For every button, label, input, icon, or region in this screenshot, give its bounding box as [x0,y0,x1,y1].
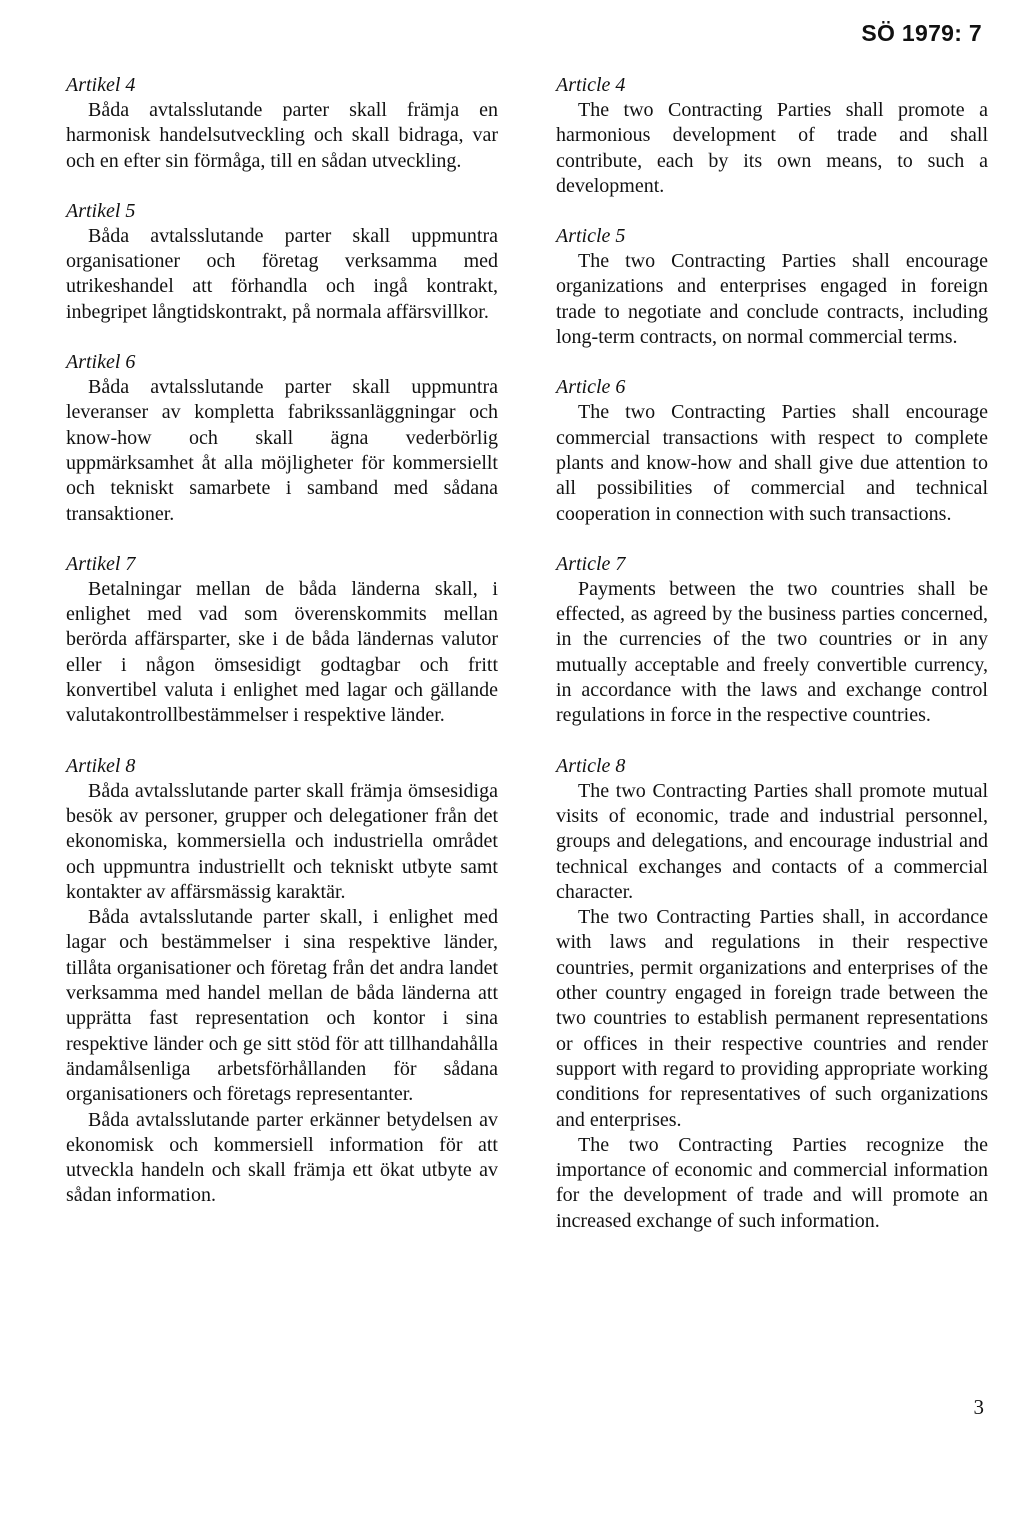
article-heading: Artikel 7 [66,552,136,575]
english-article-6 [556,374,988,526]
article-heading: Artikel 5 [66,199,136,222]
article-paragraph: The two Contracting Parties recognize the importance of economic and commercial information for the development of trade and will promote an increased exchange of such information. [556,1133,988,1232]
swedish-article-6 [66,349,498,527]
article-heading: Artikel 4 [66,74,136,96]
article-paragraph: Båda avtalsslutande parter skall främja en harmonisk handelsutveckling och skall bidraga, var och en efter sin förmåga, till en sådan utveckling. [66,99,498,172]
english-column [556,72,988,1258]
article-paragraph: Båda avtalsslutande parter skall uppmuntra organisationer och företag verksamma med utrikeshandel att förhandla och ingå kontrakt, inbegripet långtidskontrakt, på normala affärsvillkor. [66,224,498,323]
article-heading: Article 6 [556,376,626,399]
article-paragraph: Betalningar mellan de båda länderna skall, i enlighet med vad som överenskommits mellan berörda affärsparter, ske i de båda ländernas valutor eller i någon ömsesidigt godtagbar och fritt konvertibel valuta i enlighet med lagar och gällande valutakontrollbestämmelser i respektive länder. [66,577,498,727]
article-paragraph: The two Contracting Parties shall promote mutual visits of economic, trade and industrial personnel, groups and delegations, and encourage industrial and technical exchanges and contacts of a commercial character. [556,779,988,903]
english-article-5 [556,223,988,350]
article-heading: Artikel 8 [66,754,136,777]
article-paragraph: Båda avtalsslutande parter skall uppmuntra leveranser av kompletta fabrikssanläggningar och know-how och skall ägna vederbörlig uppmärksamhet åt alla möjligheter för kommersiellt och tekniskt samarbete i samband med sådana transaktioner. [66,376,498,525]
swedish-article-8 [66,753,498,1209]
article-heading: Artikel 6 [66,351,136,374]
page-number: 3 [973,1395,984,1419]
swedish-article-7 [66,551,498,729]
swedish-article-4 [66,72,498,174]
english-article-7 [556,551,988,729]
article-paragraph: Båda avtalsslutande parter skall, i enlighet med lagar och bestämmelser i sina respektive länder, tillåta organisationer och företag från det andra landet verksamma med handel mellan de båda länderna att upprätta fast representation och kontor i sina respektive länder och ge sitt stöd för att tillhandahålla ändamålsenliga arbetsförhållanden för sådana organisationers och företags representanter. [66,906,498,1106]
swedish-article-5 [66,198,498,325]
article-heading: Article 4 [556,74,626,96]
english-article-8 [556,753,988,1234]
article-paragraph: The two Contracting Parties shall, in accordance with laws and regulations in their respective countries, permit organizations and enterprises of the other country engaged in foreign trade between the two countries to establish permanent representations or offices in their respective countries and render support with regard to providing appropriate working conditions for representatives of such organizations and enterprises. [556,906,988,1131]
article-paragraph: Payments between the two countries shall be effected, as agreed by the business parties concerned, in the currencies of the two countries or in any mutually acceptable and freely convertible currency, in accordance with the laws and exchange control regulations in force in the respective countries. [556,577,988,727]
article-paragraph: Båda avtalsslutande parter erkänner betydelsen av ekonomisk och kommersiell information för att utveckla handeln och skall främja ett ökat utbyte av sådan information. [66,1108,498,1207]
article-paragraph: Båda avtalsslutande parter skall främja ömsesidiga besök av personer, grupper och delegationer från det ekonomiska, kommersiella och industriella området och uppmuntra industriellt och tekniskt utbyte samt kontakter av affärsmässig karaktär. [66,779,498,903]
article-paragraph: The two Contracting Parties shall encourage commercial transactions with respect to complete plants and know-how and shall give due attention to all possibilities of commercial and technical cooperation in connection with such transactions. [556,401,988,525]
article-heading: Article 7 [556,552,626,575]
document-reference: SÖ 1979: 7 [861,20,982,46]
swedish-column [66,72,498,1233]
article-heading: Article 8 [556,754,626,777]
article-paragraph: The two Contracting Parties shall promote a harmonious development of trade and shall contribute, each by its own means, to such a development. [556,99,988,197]
article-paragraph: The two Contracting Parties shall encourage organizations and enterprises engaged in foreign trade to negotiate and conclude contracts, including long-term contracts, on normal commercial terms. [556,250,988,349]
article-heading: Article 5 [556,225,626,248]
english-article-4 [556,72,988,199]
